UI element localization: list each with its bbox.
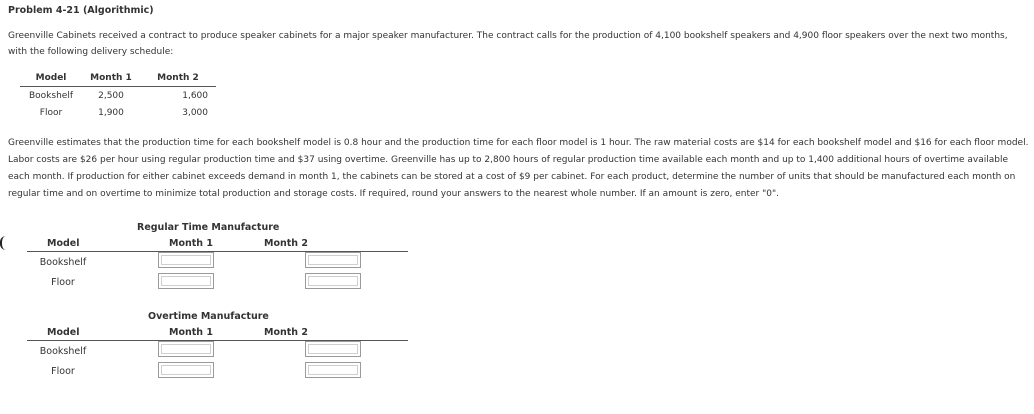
overtime-col-month1: Month 1 — [169, 327, 213, 338]
schedule-month2: 1,600 — [182, 90, 208, 101]
delivery-schedule-table — [20, 72, 216, 121]
regular-floor-month2-input[interactable] — [305, 273, 361, 289]
problem-title: Problem 4-21 (Algorithmic) — [8, 5, 154, 16]
regular-col-model: Model — [47, 238, 80, 249]
schedule-model: Floor — [39, 107, 63, 118]
regular-col-month2: Month 2 — [264, 238, 308, 249]
schedule-header-model: Model — [20, 72, 82, 87]
overtime-floor-month2-input[interactable] — [305, 362, 361, 378]
regular-floor-month1-input[interactable] — [158, 273, 214, 289]
table-row — [20, 87, 216, 105]
regular-bookshelf-month2-input[interactable] — [305, 252, 361, 268]
schedule-month1: 1,900 — [98, 107, 124, 118]
table-row — [20, 104, 216, 121]
schedule-header-month2: Month 2 — [140, 72, 216, 87]
regular-row-label-floor: Floor — [51, 277, 75, 288]
overtime-bookshelf-month2-input[interactable] — [305, 341, 361, 357]
overtime-col-model: Model — [47, 327, 80, 338]
regular-bookshelf-month1-input[interactable] — [158, 252, 214, 268]
regular-row-label-bookshelf: Bookshelf — [39, 257, 87, 268]
schedule-model: Bookshelf — [29, 90, 73, 101]
overtime-row-label-floor: Floor — [51, 366, 75, 377]
intro-paragraph: Greenville Cabinets received a contract to produce speaker cabinets for a major speaker manufacturer. The contract calls for the production of 4,100 bookshelf speakers and 4,900 floor speakers over the next two months, with the following delivery schedule: — [8, 31, 1008, 57]
problem-description: Greenville estimates that the production time for each bookshelf model is 0.8 hour and the production time for each floor model is 1 hour. The raw material costs are $14 for each bookshelf model and $16 for each floor model. Labor costs are $26 per hour using regular production time and $37 using overtime. Greenville has up to 2,800 hours of regular production time available each month and up to 1,400 additional hours of overtime available each month. If production for either cabinet exceeds demand in month 1, the cabinets can be stored at a cost of $9 per cabinet. For each product, determine the number of units that should be manufactured each month on regular time and on overtime to minimize total production and storage costs. If required, round your answers to the nearest whole number. If an amount is zero, enter "0". — [8, 138, 1029, 199]
schedule-month2: 3,000 — [182, 107, 208, 118]
overtime-title: Overtime Manufacture — [148, 311, 269, 322]
overtime-row-label-bookshelf: Bookshelf — [39, 346, 87, 357]
schedule-month1: 2,500 — [98, 90, 124, 101]
focus-bracket — [0, 236, 6, 250]
overtime-bookshelf-month1-input[interactable] — [158, 341, 214, 357]
overtime-floor-month1-input[interactable] — [158, 362, 214, 378]
overtime-col-month2: Month 2 — [264, 327, 308, 338]
schedule-header-month1: Month 1 — [82, 72, 140, 87]
regular-time-title: Regular Time Manufacture — [137, 222, 280, 233]
regular-col-month1: Month 1 — [169, 238, 213, 249]
